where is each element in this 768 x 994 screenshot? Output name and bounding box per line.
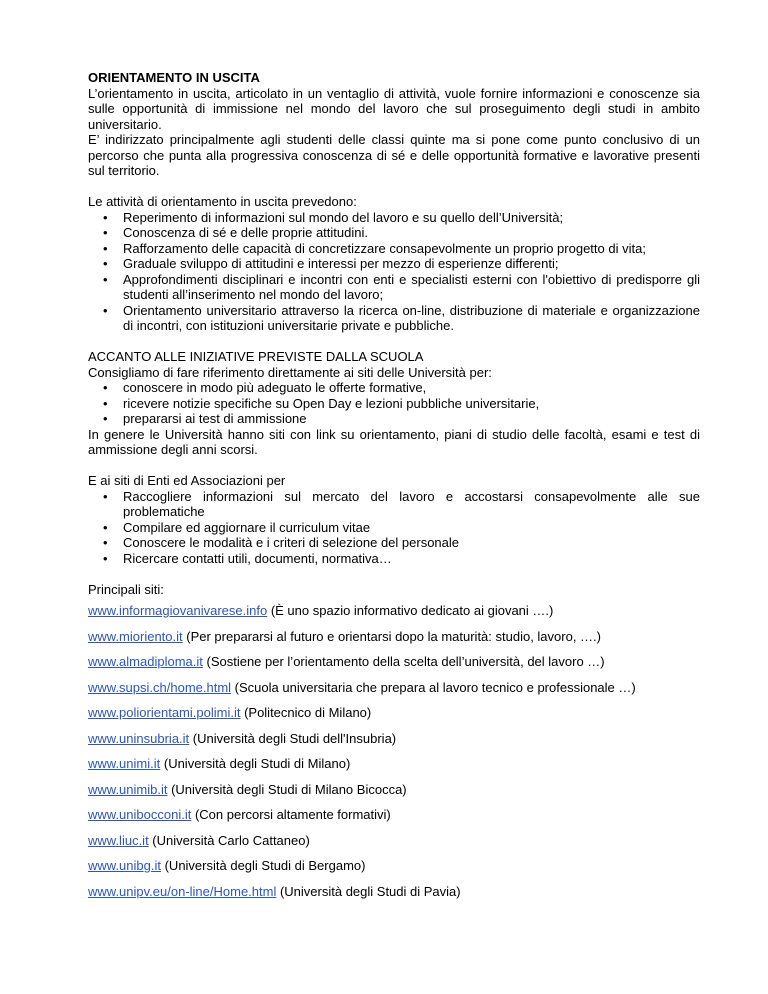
target-paragraph: E’ indirizzato principalmente agli studenti delle classi quinte ma si pone come punto conclusivo di un percorso che punta alla progressiva conoscenza di sé e delle opportunità formative e lavorative presenti sul territorio.: [88, 132, 700, 178]
entities-list: [88, 489, 700, 567]
document-page: [88, 70, 700, 909]
list-item: • Conoscenza di sé e delle proprie attitudini.: [88, 225, 700, 241]
sites-label: Principali siti:: [88, 581, 164, 597]
site-link[interactable]: www.mioriento.it: [88, 628, 183, 644]
site-description: (È uno spazio informativo dedicato ai giovani ….): [267, 603, 554, 618]
initiatives-title: ACCANTO ALLE INIZIATIVE PREVISTE DALLA SCUOLA: [88, 349, 424, 364]
site-link[interactable]: www.uninsubria.it: [88, 730, 190, 746]
site-description: (Università degli Studi di Bergamo): [160, 858, 366, 873]
site-link[interactable]: www.unipv.eu/on-line/Home.html: [88, 883, 277, 899]
site-entry: [88, 858, 700, 874]
site-link[interactable]: www.unibg.it: [88, 858, 161, 873]
list-item: • conoscere in modo più adeguato le offerte formative,: [88, 380, 700, 396]
site-description: (Università degli Studi di Milano): [160, 756, 351, 771]
site-link[interactable]: www.almadiploma.it: [88, 654, 203, 669]
site-entry: [88, 680, 700, 696]
list-item: • Raccogliere informazioni sul mercato del lavoro e accostarsi consapevolmente alle sue problematiche: [88, 489, 700, 520]
site-entry: [88, 731, 700, 747]
sites-section: [88, 582, 700, 900]
site-link[interactable]: www.poliorientami.polimi.it: [88, 705, 241, 720]
site-entry: [88, 807, 700, 823]
site-entry: [88, 756, 700, 772]
section-title: ORIENTAMENTO IN USCITA: [88, 70, 260, 85]
site-description: (Per prepararsi al futuro e orientarsi dopo la maturità: studio, lavoro, ….): [182, 628, 601, 644]
site-link[interactable]: www.unibocconi.it: [88, 807, 192, 822]
initiatives-list: [88, 380, 700, 427]
site-description: (Università degli Studi di Pavia): [276, 883, 461, 899]
list-item: • Orientamento universitario attraverso la ricerca on-line, distribuzione di materiale e organizzazione di incontri, con istituzioni universitarie private e pubbliche.: [88, 303, 700, 334]
site-link[interactable]: www.unimi.it: [88, 756, 161, 771]
list-item: • prepararsi ai test di ammissione: [88, 411, 700, 427]
site-entry: [88, 603, 700, 619]
list-item: • Rafforzamento delle capacità di concretizzare consapevolmente un proprio progetto di vita;: [88, 241, 700, 257]
site-description: (Con percorsi altamente formativi): [191, 807, 391, 822]
site-link[interactable]: www.supsi.ch/home.html: [88, 679, 232, 695]
list-item: • Reperimento di informazioni sul mondo del lavoro e su quello dell’Università;: [88, 210, 700, 226]
site-entry: [88, 654, 700, 670]
site-link[interactable]: www.unimib.it: [88, 781, 168, 797]
site-description: (Università degli Studi di Milano Bicocca): [167, 781, 407, 797]
list-item: • ricevere notizie specifiche su Open Day e lezioni pubbliche universitarie,: [88, 396, 700, 412]
list-item: • Graduale sviluppo di attitudini e interessi per mezzo di esperienze differenti;: [88, 256, 700, 272]
list-item: • Compilare ed aggiornare il curriculum vitae: [88, 520, 700, 536]
site-entry: [88, 782, 700, 798]
entities-intro: E ai siti di Enti ed Associazioni per: [88, 473, 286, 488]
site-link[interactable]: www.liuc.it: [88, 832, 149, 848]
site-description: (Scuola universitaria che prepara al lavoro tecnico e professionale …): [231, 679, 636, 695]
site-link[interactable]: www.informagiovanivarese.info: [88, 603, 268, 618]
site-description: (Politecnico di Milano): [240, 705, 372, 720]
list-item: • Approfondimenti disciplinari e incontri con enti e specialisti esterni con l'obiettivo di predisporre gli studenti all’inserimento nel mondo del lavoro;: [88, 272, 700, 303]
site-entry: [88, 629, 700, 645]
site-entry: [88, 884, 700, 900]
list-item: • Conoscere le modalità e i criteri di selezione del personale: [88, 535, 700, 551]
initiatives-note: In genere le Università hanno siti con link su orientamento, piani di studio delle facoltà, esami e test di ammissione degli anni scorsi.: [88, 426, 700, 457]
site-description: (Università Carlo Cattaneo): [148, 832, 310, 848]
list-item: • Ricercare contatti utili, documenti, normativa…: [88, 551, 700, 567]
activities-intro: Le attività di orientamento in uscita prevedono:: [88, 194, 357, 209]
initiatives-intro: Consigliamo di fare riferimento direttamente ai siti delle Università per:: [88, 364, 492, 380]
site-entry: [88, 833, 700, 849]
site-description: (Sostiene per l’orientamento della scelta dell’università, del lavoro …): [202, 654, 605, 669]
activities-list: [88, 210, 700, 334]
intro-paragraph: L’orientamento in uscita, articolato in un ventaglio di attività, vuole fornire informazioni e conoscenze sia sulle opportunità di immissione nel mondo del lavoro che sul proseguimento degli studi in ambito universitario.: [88, 85, 700, 132]
site-entry: [88, 705, 700, 721]
site-description: (Università degli Studi dell'Insubria): [189, 730, 397, 746]
